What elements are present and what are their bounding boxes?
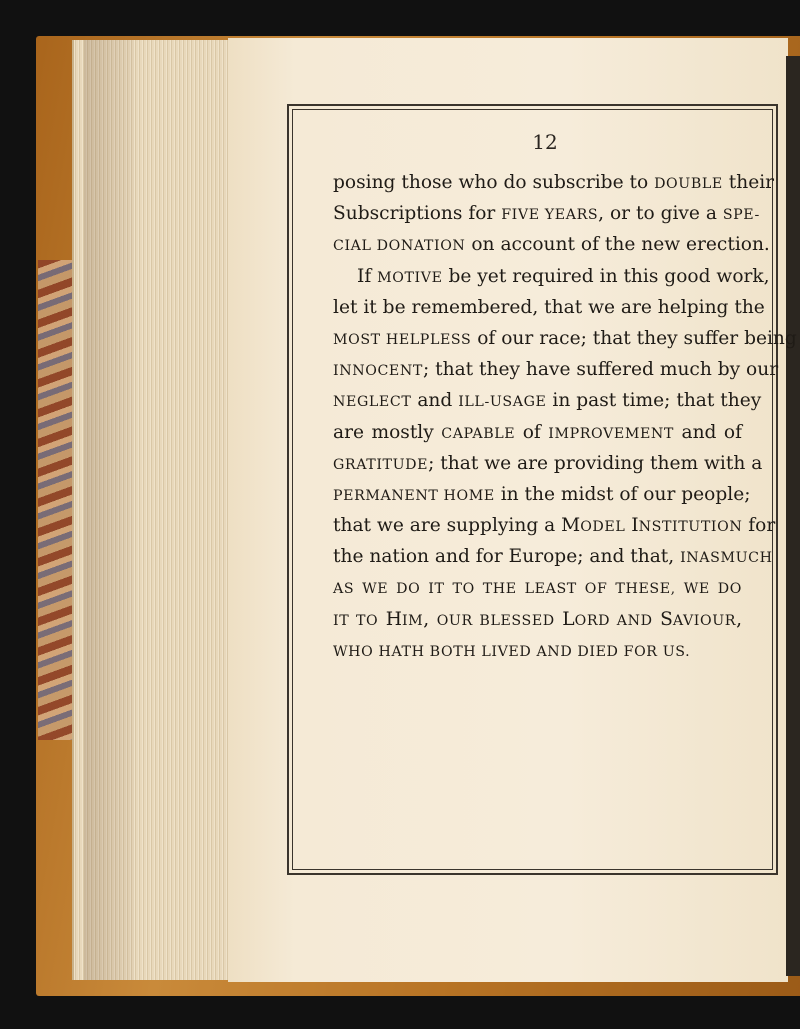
background-edge xyxy=(786,56,800,976)
small-caps-text: IMPROVEMENT xyxy=(548,425,674,442)
small-caps-text: CAPABLE xyxy=(441,425,516,442)
text-run: S xyxy=(652,608,673,630)
small-caps-text: MOST HELPLESS xyxy=(333,331,472,348)
text-run: and xyxy=(411,390,459,412)
text-line xyxy=(333,635,742,666)
text-run: Subscriptions for xyxy=(333,203,502,225)
text-run: , or to give a xyxy=(598,203,723,225)
small-caps-text: INNOCENT xyxy=(333,363,423,380)
text-run: ; that they have suffered much by our xyxy=(422,359,779,381)
small-caps-text: GRATITUDE xyxy=(333,456,429,473)
text-run: , xyxy=(736,608,742,630)
text-run: posing those who do subscribe to xyxy=(333,172,655,193)
text-run: that we are supplying a M xyxy=(333,515,581,537)
page-number: 12 xyxy=(532,130,558,154)
text-line xyxy=(333,167,775,198)
small-caps-text: AVIOUR xyxy=(672,612,737,629)
text-run: on account of the new erection. xyxy=(465,234,770,256)
text-line xyxy=(333,479,751,510)
small-caps-text: AS WE DO IT TO THE LEAST OF THESE, WE DO xyxy=(333,581,742,598)
text-run: ; that we are providing them with a xyxy=(428,452,763,474)
text-line xyxy=(333,417,742,448)
text-run: I xyxy=(625,515,639,537)
small-caps-text: FIVE YEARS xyxy=(501,207,599,224)
small-caps-text: INASMUCH xyxy=(680,550,773,567)
text-line xyxy=(333,510,776,541)
small-caps-text: ILL-USAGE xyxy=(458,394,547,411)
small-caps-text: OUR BLESSED xyxy=(436,612,555,629)
small-caps-text: ORD AND xyxy=(574,612,653,629)
text-line xyxy=(333,229,770,260)
text-line xyxy=(333,604,742,635)
text-run: of xyxy=(515,421,549,443)
small-caps-text: NSTITUTION xyxy=(638,519,743,536)
small-caps-text: WHO HATH BOTH LIVED AND DIED FOR US. xyxy=(333,643,691,660)
text-run: L xyxy=(554,608,575,630)
text-run: are mostly xyxy=(333,421,442,443)
text-run: be yet required in this good work, xyxy=(442,265,770,287)
small-caps-text: DOUBLE xyxy=(654,176,723,192)
small-caps-text: IT TO xyxy=(333,612,379,629)
small-caps-text: NEGLECT xyxy=(333,394,412,411)
text-run: H xyxy=(378,608,402,630)
text-run: in the midst of our people; xyxy=(494,483,751,505)
text-run: in past time; that they xyxy=(546,390,762,412)
page-edges-shadow xyxy=(84,40,134,980)
text-run: , xyxy=(423,608,437,630)
text-run: the nation and for Europe; and that, xyxy=(333,546,681,568)
small-caps-text: PERMANENT HOME xyxy=(333,487,495,504)
text-line xyxy=(333,354,779,385)
text-line xyxy=(333,448,763,479)
text-run: and of xyxy=(674,421,742,443)
text-line xyxy=(333,292,765,323)
small-caps-text: CIAL DONATION xyxy=(333,238,466,255)
text-run: their xyxy=(722,172,775,193)
text-line xyxy=(333,198,760,229)
text-line xyxy=(333,385,762,416)
text-run: of our race; that they suffer being xyxy=(471,327,797,349)
text-run: If xyxy=(357,265,378,287)
text-line xyxy=(333,572,742,603)
text-line xyxy=(333,323,797,354)
text-line xyxy=(333,261,770,292)
small-caps-text: MOTIVE xyxy=(377,269,443,286)
text-run: for xyxy=(742,515,776,537)
text-line xyxy=(333,541,773,572)
small-caps-text: IM xyxy=(401,612,424,629)
text-run: let it be remembered, that we are helping the xyxy=(333,296,765,318)
body-text xyxy=(333,167,797,666)
small-caps-text: SPE- xyxy=(722,207,760,224)
small-caps-text: ODEL xyxy=(580,519,626,536)
